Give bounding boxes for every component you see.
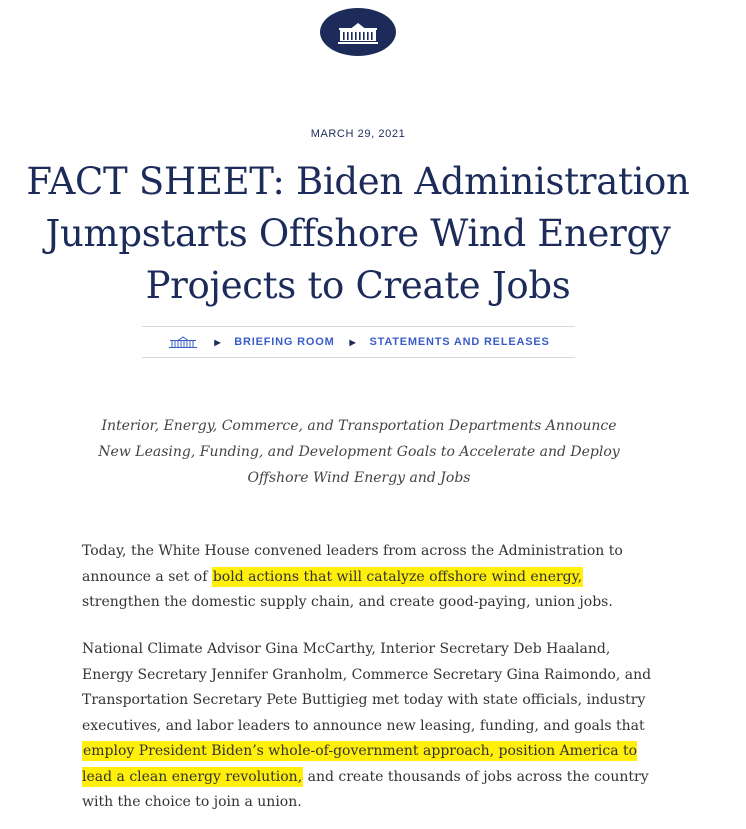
- highlighted-text: bold actions that will catalyze offshore wind energy,: [212, 568, 583, 585]
- breadcrumb-home-link[interactable]: [167, 335, 199, 349]
- paragraph-text: and create thousands of jobs across the country with the choice to join a union.: [82, 768, 649, 810]
- white-house-icon: [167, 335, 199, 349]
- publish-date: MARCH 29, 2021: [310, 128, 406, 140]
- page-title: FACT SHEET: Biden Administration Jumpstarts Offshore Wind Energy Projects to Create Jobs: [26, 160, 690, 307]
- breadcrumb-briefing-room[interactable]: BRIEFING ROOM: [234, 336, 335, 348]
- breadcrumb-statements-and-releases[interactable]: STATEMENTS AND RELEASES: [369, 336, 550, 348]
- paragraph-text: Today, the White House convened leaders from across the Administration to announce a set of: [82, 543, 623, 585]
- body-paragraph: [82, 539, 662, 616]
- body-paragraph: [82, 637, 662, 816]
- breadcrumb: [142, 326, 575, 358]
- article-subtitle: Interior, Energy, Commerce, and Transportation Departments Announce New Leasing, Funding, and Development Goals to Accelerate and Deploy Offshore Wind Energy and Jobs: [98, 418, 620, 486]
- chevron-right-icon: ▶: [349, 337, 357, 347]
- paragraph-text: strengthen the domestic supply chain, and create good-paying, union jobs.: [82, 594, 613, 610]
- white-house-icon: [333, 18, 383, 46]
- paragraph-text: National Climate Advisor Gina McCarthy, Interior Secretary Deb Haaland, Energy Secretary Jennifer Granholm, Commerce Secretary Gina Raimondo, and Transportation Secretary Pete Buttigieg met today with state officials, industry executives, and labor leaders to announce new leasing, funding, and goals that: [82, 641, 652, 734]
- highlighted-text: employ President Biden’s whole-of-government approach, position America to lead a clean energy revolution,: [82, 743, 638, 785]
- chevron-right-icon: ▶: [214, 337, 222, 347]
- white-house-logo-link[interactable]: [320, 8, 396, 56]
